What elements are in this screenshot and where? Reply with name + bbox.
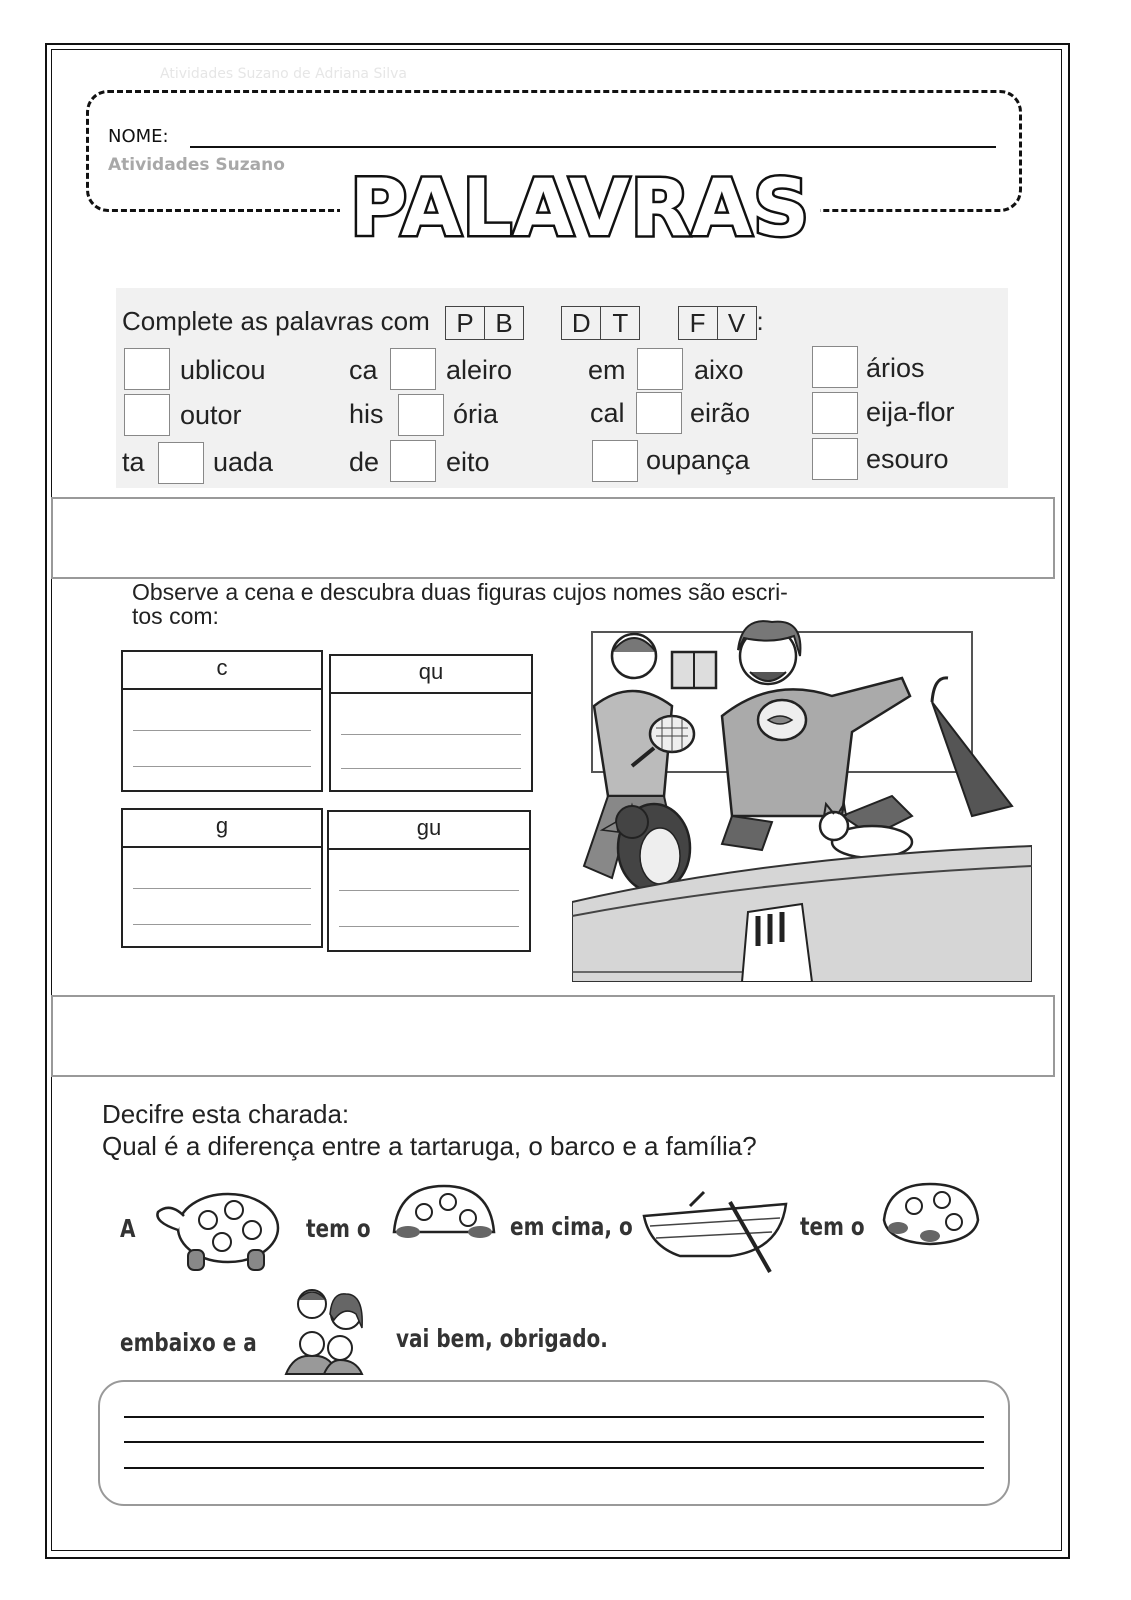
answer-line[interactable] (339, 926, 519, 927)
word-fragment: de (349, 447, 380, 477)
letter-blank[interactable] (124, 348, 170, 390)
exercise3-question: Qual é a diferença entre a tartaruga, o barco e a família? (102, 1131, 757, 1161)
answer-line[interactable] (341, 734, 521, 735)
riddle-text: em cima, o (510, 1212, 633, 1241)
answer-line[interactable] (124, 1467, 984, 1469)
answer-line[interactable] (124, 1441, 984, 1443)
letter-blank[interactable] (390, 348, 436, 390)
word-fragment: uada (213, 447, 274, 477)
table-header: qu (331, 656, 531, 694)
word-fragment: eito (446, 447, 490, 477)
letter-blank[interactable] (398, 394, 444, 436)
riddle-text: A (120, 1214, 136, 1243)
table-header: c (123, 652, 321, 690)
turtle-shell-icon (388, 1180, 500, 1250)
letter-blank[interactable] (637, 348, 683, 390)
word-fragment: eija-flor (866, 397, 955, 427)
word-fragment: em (588, 355, 626, 385)
exercise2-instruction-line1: Observe a cena e descubra duas figuras cujos nomes são escri- (132, 579, 788, 605)
answer-box (98, 1380, 1010, 1506)
riddle-text: vai bem, obrigado. (396, 1324, 608, 1353)
answer-line[interactable] (341, 768, 521, 769)
exercise3-heading: Decifre esta charada: (102, 1099, 350, 1129)
letter-blank[interactable] (812, 392, 858, 434)
letter-box: F (678, 306, 718, 340)
answer-line[interactable] (133, 924, 311, 925)
exercise1-instruction: Complete as palavras com (122, 306, 430, 336)
answer-table-gu (327, 810, 531, 952)
name-input-line[interactable] (190, 146, 996, 148)
letter-blank[interactable] (636, 392, 682, 434)
letter-box: D (561, 306, 601, 340)
letter-blank[interactable] (390, 440, 436, 482)
scene-illustration (572, 616, 1032, 982)
answer-line[interactable] (124, 1416, 984, 1418)
table-header: g (123, 810, 321, 848)
page-title: PALAVRAS (350, 164, 811, 254)
riddle-text: tem o (306, 1214, 371, 1243)
word-fragment: his (349, 399, 384, 429)
separator-band (51, 995, 1055, 1077)
word-fragment: ublicou (180, 355, 266, 385)
table-header: gu (329, 812, 529, 850)
word-fragment: oupança (646, 445, 750, 475)
turtle-shell-icon (878, 1180, 982, 1250)
exercise3-text (102, 1098, 757, 1162)
answer-table-qu (329, 654, 533, 792)
exercise1-instruction-end: : (756, 306, 764, 336)
separator-band (51, 497, 1055, 579)
watermark-subtitle: Atividades Suzano (108, 155, 285, 175)
letter-box: B (485, 306, 524, 340)
letter-box: V (718, 306, 757, 340)
boat-icon (640, 1186, 790, 1276)
letter-box: T (601, 306, 640, 340)
word-fragment: esouro (866, 444, 949, 474)
name-label: NOME: (108, 126, 169, 147)
letter-blank[interactable] (158, 442, 204, 484)
riddle-text: embaixo e a (120, 1328, 257, 1357)
riddle-text: tem o (800, 1212, 865, 1241)
word-fragment: eirão (690, 398, 751, 428)
letter-group-1 (445, 306, 524, 340)
answer-line[interactable] (133, 888, 311, 889)
letter-group-2 (561, 306, 640, 340)
letter-blank[interactable] (812, 438, 858, 480)
word-fragment: outor (180, 400, 242, 430)
word-fragment: cal (590, 398, 625, 428)
turtle-icon (148, 1186, 288, 1276)
family-icon (284, 1284, 376, 1376)
answer-table-g (121, 808, 323, 948)
word-fragment: ta (122, 447, 145, 477)
exercise2-instruction-line2: tos com: (132, 603, 219, 629)
letter-blank[interactable] (124, 394, 170, 436)
answer-table-c (121, 650, 323, 792)
letter-blank[interactable] (592, 440, 638, 482)
letter-group-3 (678, 306, 757, 340)
exercise1-instruction-row (122, 306, 764, 340)
word-fragment: aleiro (446, 355, 513, 385)
word-fragment: ória (453, 399, 499, 429)
answer-line[interactable] (133, 766, 311, 767)
word-fragment: aixo (694, 355, 744, 385)
letter-blank[interactable] (812, 346, 858, 388)
watermark-top: Atividades Suzano de Adriana Silva (160, 66, 407, 82)
letter-box: P (445, 306, 485, 340)
answer-line[interactable] (133, 730, 311, 731)
word-fragment: ca (349, 355, 378, 385)
answer-line[interactable] (339, 890, 519, 891)
word-fragment: ários (866, 353, 925, 383)
